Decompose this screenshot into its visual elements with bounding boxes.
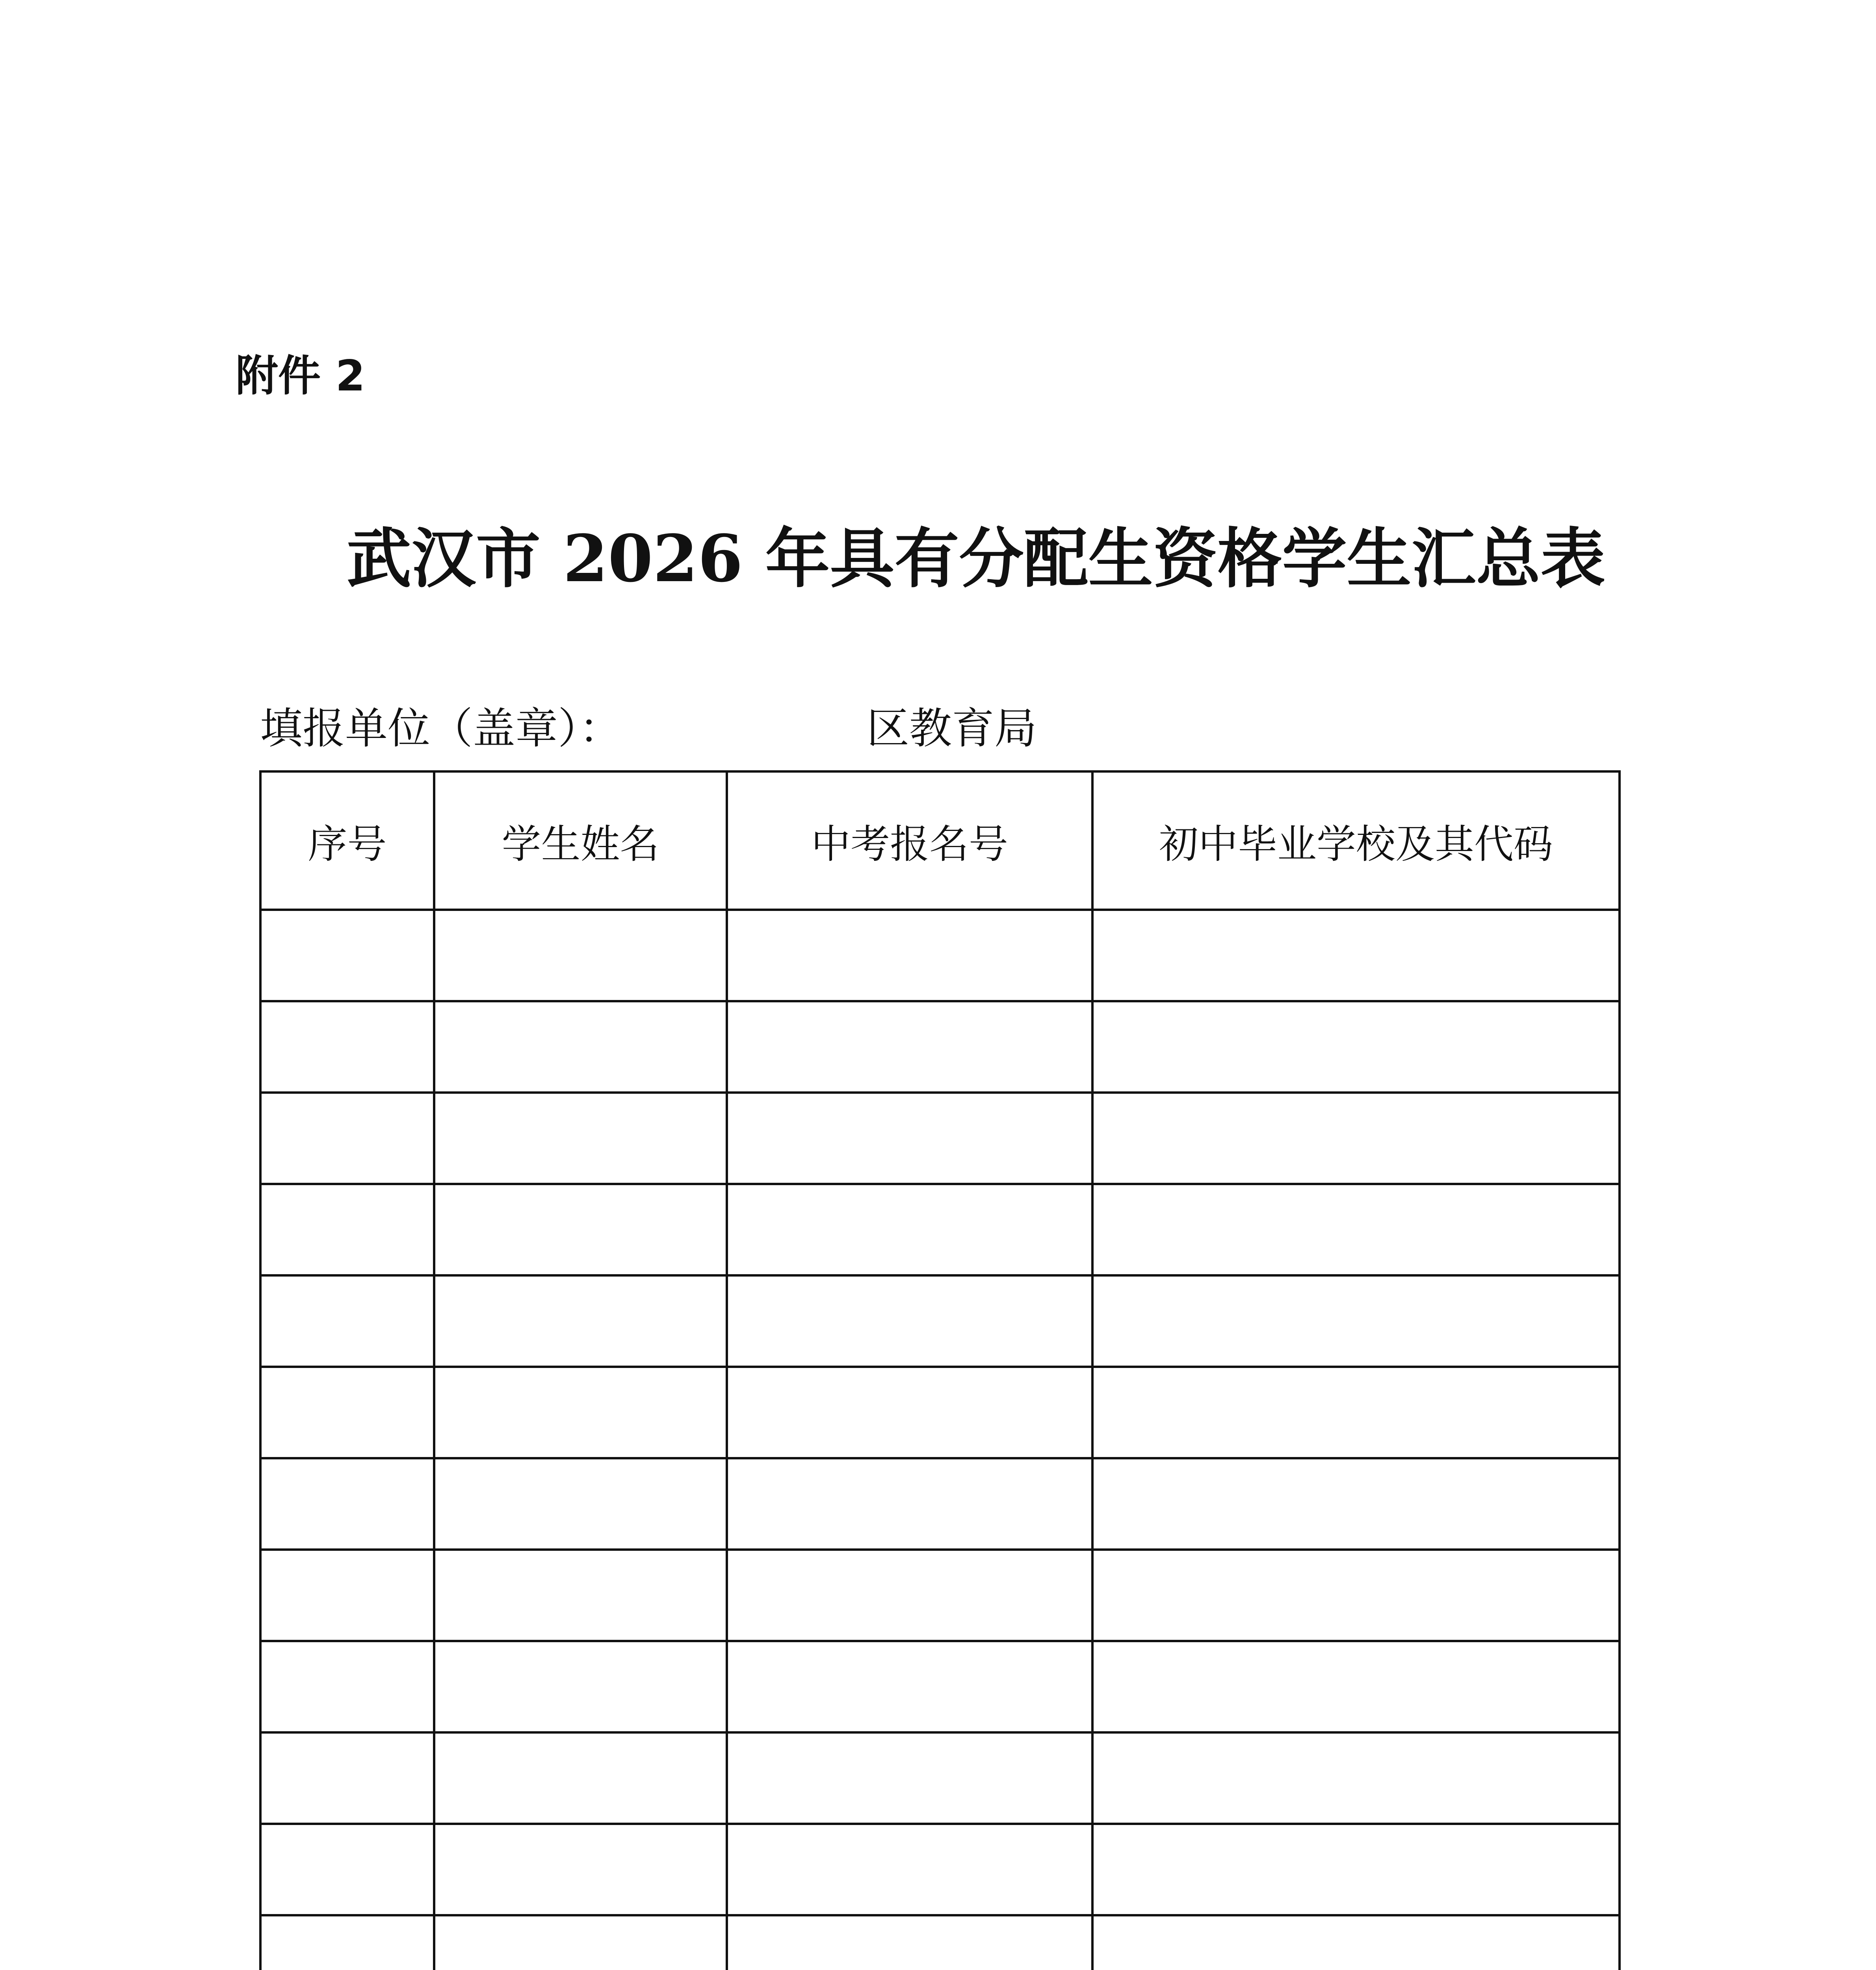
cell-school-code xyxy=(1092,1275,1620,1367)
document-title: 武汉市 2026 年具有分配生资格学生汇总表 xyxy=(347,520,1605,597)
summary-table xyxy=(259,770,1621,1970)
cell-student-name xyxy=(434,1641,727,1732)
cell-student-name xyxy=(434,1915,727,1970)
column-header-exam-number: 中考报名号 xyxy=(727,771,1092,910)
cell-exam-number xyxy=(727,1458,1092,1550)
cell-student-name xyxy=(434,1184,727,1275)
cell-school-code xyxy=(1092,1001,1620,1093)
cell-seq xyxy=(260,910,434,1001)
filing-unit-value: 区教育局 xyxy=(867,704,1037,753)
cell-exam-number xyxy=(727,1915,1092,1970)
cell-student-name xyxy=(434,1550,727,1641)
cell-seq xyxy=(260,1915,434,1970)
cell-seq xyxy=(260,1458,434,1550)
cell-exam-number xyxy=(727,1641,1092,1732)
cell-student-name xyxy=(434,1824,727,1915)
cell-school-code xyxy=(1092,1550,1620,1641)
column-header-student-name: 学生姓名 xyxy=(434,771,727,910)
table-row xyxy=(260,1184,1620,1275)
cell-student-name xyxy=(434,1367,727,1458)
cell-school-code xyxy=(1092,1732,1620,1824)
cell-exam-number xyxy=(727,1732,1092,1824)
cell-student-name xyxy=(434,1001,727,1093)
cell-seq xyxy=(260,1550,434,1641)
table-row xyxy=(260,1275,1620,1367)
table-row xyxy=(260,1093,1620,1184)
cell-exam-number xyxy=(727,1093,1092,1184)
cell-seq xyxy=(260,1367,434,1458)
cell-student-name xyxy=(434,910,727,1001)
cell-school-code xyxy=(1092,1824,1620,1915)
cell-exam-number xyxy=(727,1184,1092,1275)
cell-school-code xyxy=(1092,1458,1620,1550)
column-header-school-code: 初中毕业学校及其代码 xyxy=(1092,771,1620,910)
table-row xyxy=(260,1824,1620,1915)
cell-student-name xyxy=(434,1458,727,1550)
filing-unit-line xyxy=(260,703,1037,755)
cell-seq xyxy=(260,1824,434,1915)
cell-student-name xyxy=(434,1732,727,1824)
column-header-seq: 序号 xyxy=(260,771,434,910)
cell-student-name xyxy=(434,1093,727,1184)
table-row xyxy=(260,1367,1620,1458)
cell-seq xyxy=(260,1184,434,1275)
table-row xyxy=(260,1550,1620,1641)
cell-seq xyxy=(260,1641,434,1732)
table-row xyxy=(260,910,1620,1001)
cell-school-code xyxy=(1092,1915,1620,1970)
cell-seq xyxy=(260,1093,434,1184)
table-row xyxy=(260,1915,1620,1970)
cell-school-code xyxy=(1092,910,1620,1001)
cell-exam-number xyxy=(727,1550,1092,1641)
table-row xyxy=(260,1732,1620,1824)
attachment-label: 附件 2 xyxy=(236,351,365,401)
cell-school-code xyxy=(1092,1093,1620,1184)
cell-school-code xyxy=(1092,1184,1620,1275)
cell-exam-number xyxy=(727,1367,1092,1458)
table-row xyxy=(260,1001,1620,1093)
filing-unit-label: 填报单位（盖章）： xyxy=(260,704,622,753)
cell-seq xyxy=(260,1732,434,1824)
table-row xyxy=(260,1458,1620,1550)
cell-exam-number xyxy=(727,1275,1092,1367)
cell-seq xyxy=(260,1001,434,1093)
cell-exam-number xyxy=(727,1824,1092,1915)
table-header-row xyxy=(260,771,1620,910)
cell-exam-number xyxy=(727,910,1092,1001)
cell-school-code xyxy=(1092,1367,1620,1458)
table-body xyxy=(260,910,1620,1970)
cell-school-code xyxy=(1092,1641,1620,1732)
cell-student-name xyxy=(434,1275,727,1367)
table-row xyxy=(260,1641,1620,1732)
cell-exam-number xyxy=(727,1001,1092,1093)
cell-seq xyxy=(260,1275,434,1367)
